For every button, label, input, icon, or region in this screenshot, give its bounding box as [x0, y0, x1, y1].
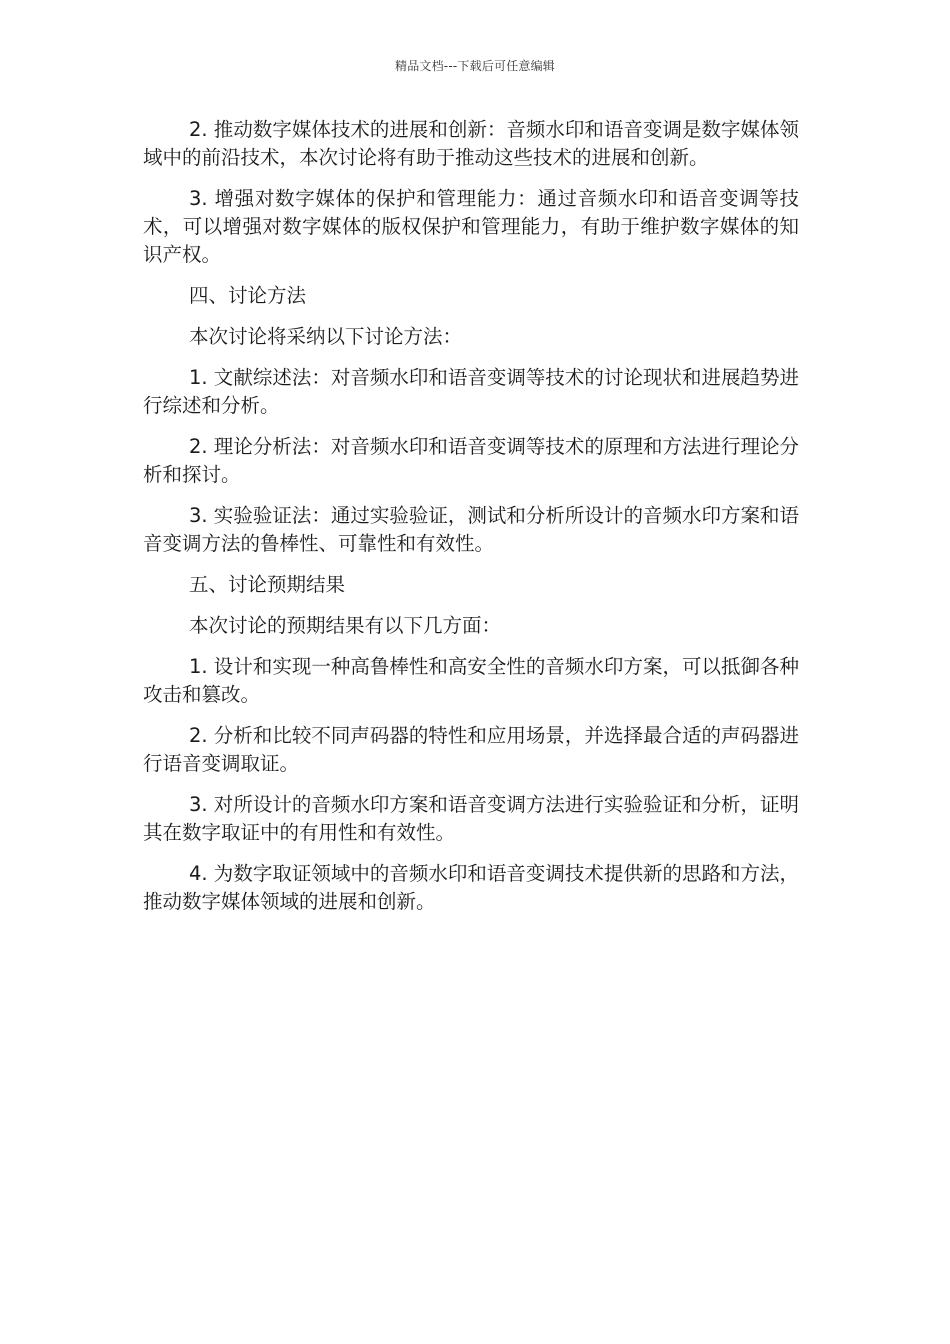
section-heading-expected-results: 五、讨论预期结果: [189, 573, 346, 596]
document-body: [143, 116, 799, 929]
paragraph-item-3-protection: 3. 增强对数字媒体的保护和管理能力：通过音频水印和语音变调等技术，可以增强对数字媒体的版权保护和管理能力，有助于维护数字媒体的知识产权。: [143, 187, 799, 266]
section-heading-methods: 四、讨论方法: [189, 284, 307, 307]
paragraph-method-experiment: 3. 实验验证法：通过实验验证，测试和分析所设计的音频水印方案和语音变调方法的鲁棒性、可靠性和有效性。: [143, 504, 799, 555]
paragraph-item-2-progress: 2. 推动数字媒体技术的进展和创新：音频水印和语音变调是数字媒体领域中的前沿技术，本次讨论将有助于推动这些技术的进展和创新。: [143, 118, 799, 169]
page-header: 精品文档---下载后可任意编辑: [395, 59, 555, 73]
paragraph-result-4: 4. 为数字取证领域中的音频水印和语音变调技术提供新的思路和方法，推动数字媒体领域的进展和创新。: [143, 862, 799, 913]
paragraph-result-3: 3. 对所设计的音频水印方案和语音变调方法进行实验验证和分析，证明其在数字取证中的有用性和有效性。: [143, 793, 799, 844]
paragraph-methods-intro: 本次讨论将采纳以下讨论方法：: [189, 325, 463, 348]
paragraph-result-1: 1. 设计和实现一种高鲁棒性和高安全性的音频水印方案，可以抵御各种攻击和篡改。: [143, 655, 799, 706]
paragraph-method-theory: 2. 理论分析法：对音频水印和语音变调等技术的原理和方法进行理论分析和探讨。: [143, 435, 799, 486]
paragraph-method-literature: 1. 文献综述法：对音频水印和语音变调等技术的讨论现状和进展趋势进行综述和分析。: [143, 366, 799, 417]
paragraph-results-intro: 本次讨论的预期结果有以下几方面：: [189, 614, 502, 637]
paragraph-result-2: 2. 分析和比较不同声码器的特性和应用场景，并选择最合适的声码器进行语音变调取证。: [143, 724, 799, 775]
